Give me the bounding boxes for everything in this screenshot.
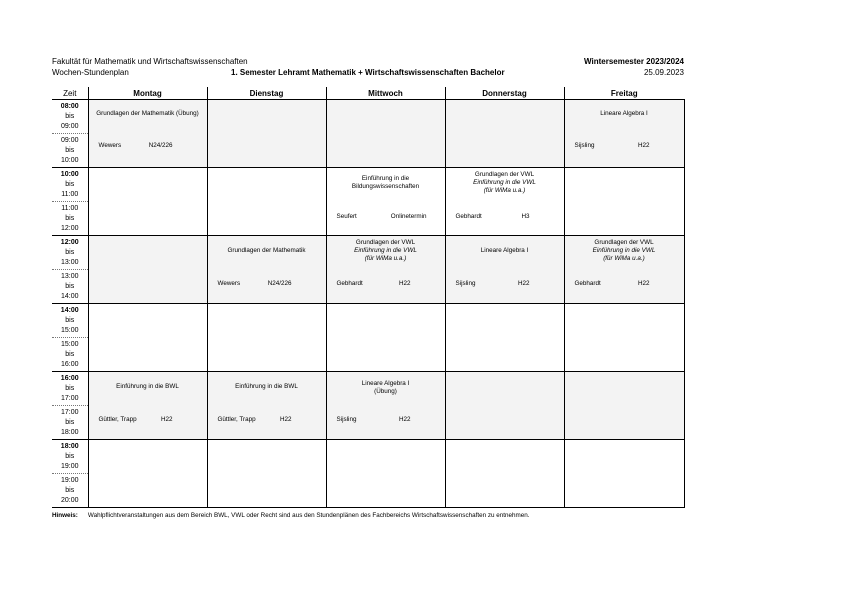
time-slot: 17:00 bis 18:00 <box>52 406 88 440</box>
event-cell-einfuehrung-bwl[interactable] <box>88 372 207 440</box>
plan-title: Wochen-Stundenplan <box>52 68 129 77</box>
event-cell-bildungswissenschaften[interactable] <box>326 168 445 236</box>
event-room: H22 <box>637 280 650 287</box>
event-cell-einfuehrung-bwl[interactable] <box>207 372 326 440</box>
event-cell-lineare-algebra[interactable] <box>445 236 564 304</box>
event-room: N24/226 <box>148 142 173 149</box>
event-title: Grundlagen der VWL Einführung in die VWL (für WiMa u.a.) <box>473 171 536 194</box>
empty-cell <box>564 372 684 440</box>
time-slot: 18:00 bis 19:00 <box>52 440 88 474</box>
time-column-header: Zeit <box>52 87 88 100</box>
event-title: Lineare Algebra I <box>600 110 648 117</box>
event-lecturer: Sijsling <box>574 142 595 149</box>
event-cell-grundlagen-mathematik[interactable] <box>207 236 326 304</box>
empty-cell <box>88 168 207 236</box>
empty-cell <box>88 440 207 508</box>
event-lecturer: Güttler, Trapp <box>98 416 137 423</box>
time-slot: 11:00 bis 12:00 <box>52 202 88 236</box>
footnote <box>52 512 530 519</box>
event-lecturer: Wewers <box>217 280 241 287</box>
event-lecturer: Seufert <box>336 213 357 220</box>
empty-cell <box>326 440 445 508</box>
table-row <box>52 440 684 474</box>
time-slot: 09:00 bis 10:00 <box>52 134 88 168</box>
empty-cell <box>207 100 326 168</box>
event-cell-lineare-algebra-uebung[interactable] <box>326 372 445 440</box>
empty-cell <box>564 168 684 236</box>
event-title: Einführung in die Bildungswissenschaften <box>351 175 420 190</box>
empty-cell <box>326 304 445 372</box>
timetable-header-row <box>52 87 684 100</box>
semester-label: Wintersemester 2023/2024 <box>584 57 684 66</box>
time-slot: 16:00 bis 17:00 <box>52 372 88 406</box>
day-header-wednesday: Mittwoch <box>326 87 445 100</box>
event-room: H3 <box>521 213 530 220</box>
table-row <box>52 372 684 406</box>
event-title: Grundlagen der VWL Einführung in die VWL (für WiMa u.a.) <box>592 239 656 262</box>
table-row <box>52 100 684 134</box>
empty-cell <box>326 100 445 168</box>
empty-cell <box>88 236 207 304</box>
table-row <box>52 168 684 202</box>
time-slot: 19:00 bis 20:00 <box>52 474 88 508</box>
event-title: Lineare Algebra I (Übung) <box>361 380 410 395</box>
event-title: Einführung in die BWL <box>235 383 298 390</box>
event-lecturer: Gebhardt <box>574 280 601 287</box>
event-cell-grundlagen-mathematik-uebung[interactable] <box>88 100 207 168</box>
event-title: Grundlagen der Mathematik (Übung) <box>96 110 199 117</box>
empty-cell <box>88 304 207 372</box>
time-slot: 13:00 bis 14:00 <box>52 270 88 304</box>
program-title: 1. Semester Lehramt Mathematik + Wirtschaftswissenschaften Bachelor <box>231 68 505 77</box>
event-cell-grundlagen-vwl[interactable] <box>564 236 684 304</box>
event-room: H22 <box>398 416 411 423</box>
event-lecturer: Sijsling <box>455 280 476 287</box>
empty-cell <box>207 304 326 372</box>
event-cell-grundlagen-vwl[interactable] <box>326 236 445 304</box>
event-room: N24/226 <box>267 280 292 287</box>
event-cell-grundlagen-vwl[interactable] <box>445 168 564 236</box>
event-lecturer: Gebhardt <box>336 280 363 287</box>
empty-cell <box>207 168 326 236</box>
event-room: H22 <box>398 280 411 287</box>
plan-date: 25.09.2023 <box>643 68 684 77</box>
event-room: Onlinetermin <box>390 213 427 220</box>
empty-cell <box>564 440 684 508</box>
event-lecturer: Gebhardt <box>455 213 482 220</box>
timetable <box>52 87 685 508</box>
day-header-tuesday: Dienstag <box>207 87 326 100</box>
event-title: Lineare Algebra I <box>480 247 529 254</box>
time-slot: 12:00 bis 13:00 <box>52 236 88 270</box>
empty-cell <box>445 304 564 372</box>
empty-cell <box>207 440 326 508</box>
event-cell-lineare-algebra[interactable] <box>564 100 684 168</box>
footnote-text: Wahlpflichtveranstaltungen aus dem Bereich BWL, VWL oder Recht sind aus den Stundenplänen des Fachbereichs Wirtschaftswissenschaften zu entnehmen. <box>87 512 530 519</box>
faculty-name: Fakultät für Mathematik und Wirtschaftswissenschaften <box>52 57 248 66</box>
table-row <box>52 304 684 338</box>
event-title: Grundlagen der VWL Einführung in die VWL (für WiMa u.a.) <box>354 239 417 262</box>
event-room: H22 <box>160 416 173 423</box>
event-room: H22 <box>279 416 292 423</box>
time-slot: 14:00 bis 15:00 <box>52 304 88 338</box>
time-slot: 08:00 bis 09:00 <box>52 100 88 134</box>
table-row <box>52 236 684 270</box>
empty-cell <box>445 372 564 440</box>
time-slot: 10:00 bis 11:00 <box>52 168 88 202</box>
day-header-monday: Montag <box>88 87 207 100</box>
empty-cell <box>445 100 564 168</box>
event-lecturer: Güttler, Trapp <box>217 416 256 423</box>
event-room: H22 <box>517 280 530 287</box>
event-room: H22 <box>637 142 650 149</box>
footnote-label: Hinweis: <box>52 512 78 519</box>
empty-cell <box>445 440 564 508</box>
event-lecturer: Sijsling <box>336 416 357 423</box>
event-title: Einführung in die BWL <box>116 383 179 390</box>
empty-cell <box>564 304 684 372</box>
day-header-thursday: Donnerstag <box>445 87 564 100</box>
event-title: Grundlagen der Mathematik <box>227 247 306 254</box>
time-slot: 15:00 bis 16:00 <box>52 338 88 372</box>
event-lecturer: Wewers <box>98 142 122 149</box>
day-header-friday: Freitag <box>564 87 684 100</box>
